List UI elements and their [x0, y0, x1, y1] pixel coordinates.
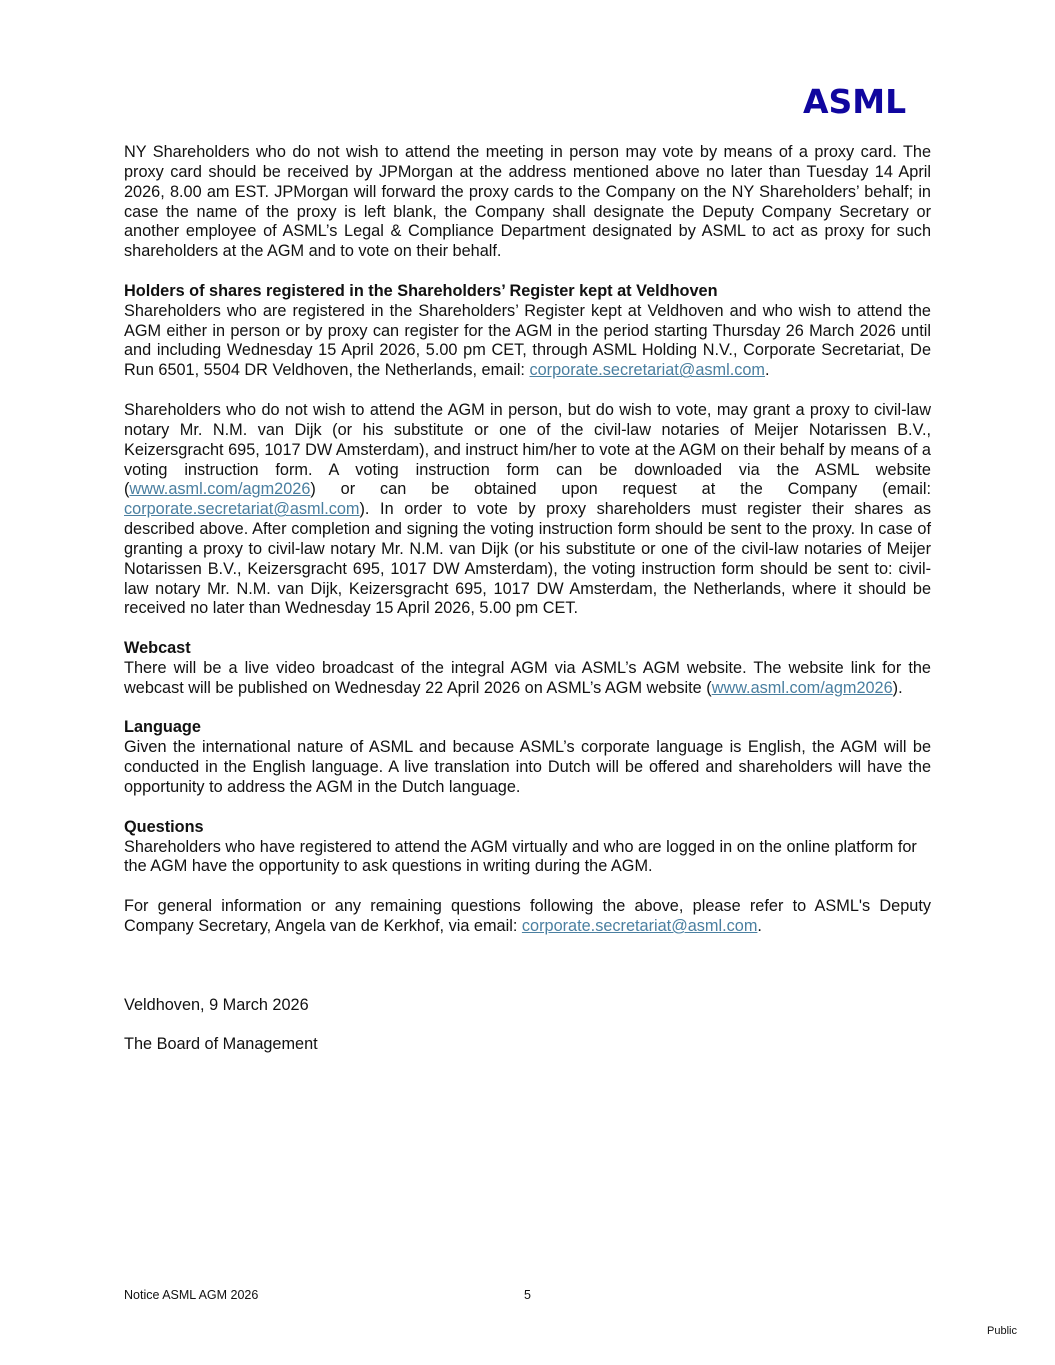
footer-document-title: Notice ASML AGM 2026: [124, 1288, 259, 1302]
heading-holders: Holders of shares registered in the Shareholders’ Register kept at Veldhoven: [124, 281, 718, 300]
heading-language: Language: [124, 718, 201, 737]
agm-website-link[interactable]: www.asml.com/agm2026: [711, 678, 893, 697]
holders-text: Shareholders who are registered in the Shareholders’ Register kept at Veldhoven and who wish to attend the AGM either in person or by proxy can register for the AGM in the period starting Thursday 26 March 2026 until and including Wednesday 15 April 2026, 5.00 pm CET, through ASML Holding N.V., Corporate Secretariat, De Run 6501, 5504 DR Veldhoven, the Netherlands, email:: [124, 301, 931, 380]
heading-questions: Questions: [124, 817, 204, 836]
paragraph-general-information: For general information or any remaining questions following the above, please refer to ASML's Deputy Company Secretary, Angela van de Kerkhof, via email: corporate.secretariat@asml.com.: [124, 897, 931, 935]
document-body: [124, 143, 931, 1075]
email-link[interactable]: corporate.secretariat@asml.com: [521, 916, 758, 935]
agm-website-link[interactable]: www.asml.com/agm2026: [129, 480, 311, 499]
paragraph-ny-shareholders: NY Shareholders who do not wish to attend the meeting in person may vote by means of a proxy card. The proxy card should be received by JPMorgan at the address mentioned above no later than Tuesday 14 April 2026, 8.00 am EST. JPMorgan will forward the proxy cards to the Company on the NY Shareholders’ behalf; in case the name of the proxy is left blank, the Company shall designate the Deputy Company Secretary or another employee of ASML’s Legal & Compliance Department designated by ASML to act as proxy for such shareholders at the AGM and to vote on their behalf.: [124, 143, 931, 261]
heading-webcast: Webcast: [124, 639, 191, 658]
section-holders: Holders of shares registered in the Shareholders’ Register kept at Veldhoven Shareholders who are registered in the Shareholders’ Register kept at Veldhoven and who wish to attend the AGM either in person or by proxy can register for the AGM in the period starting Thursday 26 March 2026 until and including Wednesday 15 April 2026, 5.00 pm CET, through ASML Holding N.V., Corporate Secretariat, De Run 6501, 5504 DR Veldhoven, the Netherlands, email: corporate.secretariat@asml.com.: [124, 281, 931, 380]
section-webcast: Webcast There will be a live video broadcast of the integral AGM via ASML’s AGM website. The website link for the webcast will be published on Wednesday 22 April 2026 on ASML’s AGM website (www.asml.com/agm2026).: [124, 639, 931, 697]
spacer: [124, 957, 931, 996]
footer-classification: Public: [987, 1325, 1017, 1337]
section-questions: Questions Shareholders who have registered to attend the AGM virtually and who are logged in on the online platform for the AGM have the opportunity to ask questions in writing during the AGM.: [124, 818, 931, 878]
footer-page-number: 5: [524, 1288, 531, 1302]
paragraph-proxy: Shareholders who do not wish to attend the AGM in person, but do wish to vote, may grant a proxy to civil-law notary Mr. N.M. van Dijk (or his substitute or one of the civil-law notaries of Meijer Notarissen B.V., Keizersgracht 695, 1017 DW Amsterdam), and instruct him/her to vote at the AGM on their behalf by means of a voting instruction form. A voting instruction form can be downloaded via the ASML website (www.asml.com/agm2026) or can be obtained upon request at the Company (email: corporate.secretariat@asml.com). In order to vote by proxy shareholders must register their shares as described above. After completion and signing the voting instruction form should be sent to the proxy. In case of granting a proxy to civil-law notary Mr. N.M. van Dijk (or his substitute or one of the civil-law notaries of Meijer Notarissen B.V., Keizersgracht 695, 1017 DW Amsterdam), the voting instruction form should be sent to: civil-law notary Mr. N.M. van Dijk, Keizersgracht 695, 1017 DW Amsterdam, the Netherlands, where it should be received no later than Wednesday 15 April 2026, 5.00 pm CET.: [124, 400, 931, 618]
asml-logo: ASML: [803, 82, 907, 121]
section-language: Language Given the international nature of ASML and because ASML’s corporate language is English, the AGM will be conducted in the English language. A live translation into Dutch will be offered and shareholders will have the opportunity to address the AGM in the Dutch language.: [124, 718, 931, 796]
email-link[interactable]: corporate.secretariat@asml.com: [529, 361, 765, 380]
email-link[interactable]: corporate.secretariat@asml.com: [124, 500, 360, 519]
place-date: Veldhoven, 9 March 2026: [124, 995, 309, 1014]
signature: The Board of Management: [124, 1035, 318, 1054]
